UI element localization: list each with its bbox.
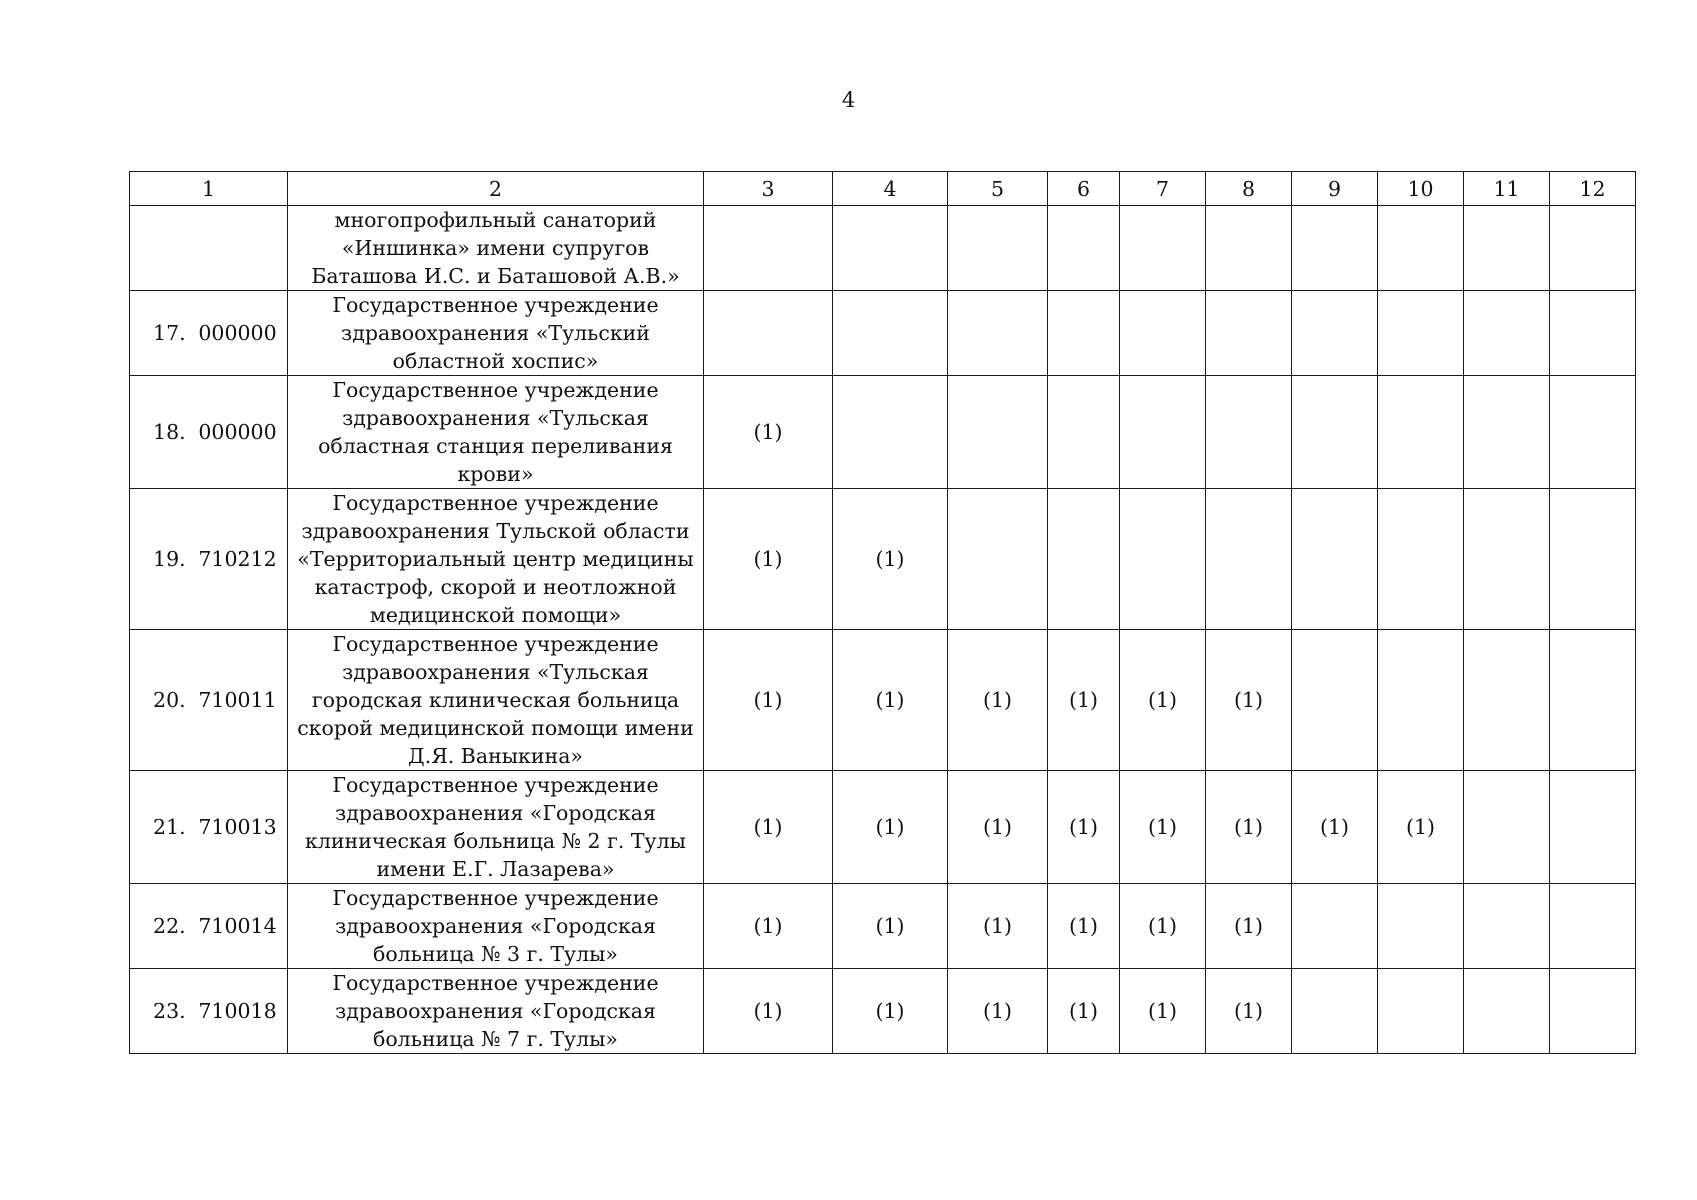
mark-cell-col-3: (1) bbox=[704, 489, 833, 630]
mark-cell-col-12 bbox=[1550, 969, 1636, 1054]
mark-cell-col-4: (1) bbox=[833, 884, 948, 969]
mark-cell-col-11 bbox=[1464, 291, 1550, 376]
mark-cell-col-8: (1) bbox=[1206, 630, 1292, 771]
mark-cell-col-7 bbox=[1120, 489, 1206, 630]
facility-name-cell bbox=[288, 771, 704, 884]
table-row bbox=[130, 376, 1636, 489]
facility-code: 710014 bbox=[198, 914, 277, 938]
mark-cell-col-11 bbox=[1464, 630, 1550, 771]
facility-name-line: «Иншинка» имени супругов bbox=[341, 236, 650, 260]
mark-cell-col-10 bbox=[1378, 291, 1464, 376]
column-header-8: 8 bbox=[1206, 172, 1292, 206]
facility-name-line: больница № 7 г. Тулы» bbox=[373, 1027, 618, 1051]
facility-code: 710018 bbox=[198, 999, 277, 1023]
mark-cell-col-6: (1) bbox=[1048, 884, 1120, 969]
mark-cell-col-8 bbox=[1206, 376, 1292, 489]
mark-cell-col-11 bbox=[1464, 884, 1550, 969]
mark-cell-col-4: (1) bbox=[833, 771, 948, 884]
facility-name-cell bbox=[288, 291, 704, 376]
row-number-cell bbox=[130, 630, 288, 771]
row-index: 21. bbox=[153, 815, 186, 839]
facility-code: 710013 bbox=[198, 815, 277, 839]
facility-name-line: больница № 3 г. Тулы» bbox=[373, 942, 618, 966]
facility-code: 000000 bbox=[198, 420, 277, 444]
mark-cell-col-7: (1) bbox=[1120, 884, 1206, 969]
mark-cell-col-6 bbox=[1048, 206, 1120, 291]
facility-name-line: скорой медицинской помощи имени bbox=[297, 716, 694, 740]
facility-name-line: областная станция переливания bbox=[318, 434, 673, 458]
row-number-cell bbox=[130, 969, 288, 1054]
mark-cell-col-9 bbox=[1292, 376, 1378, 489]
mark-cell-col-9 bbox=[1292, 206, 1378, 291]
mark-cell-col-9 bbox=[1292, 489, 1378, 630]
facility-name-line: здравоохранения «Городская bbox=[335, 999, 656, 1023]
facility-name-line: Государственное учреждение bbox=[332, 293, 659, 317]
mark-cell-col-6: (1) bbox=[1048, 630, 1120, 771]
mark-cell-col-8: (1) bbox=[1206, 771, 1292, 884]
mark-cell-col-3: (1) bbox=[704, 771, 833, 884]
mark-cell-col-12 bbox=[1550, 206, 1636, 291]
column-header-9: 9 bbox=[1292, 172, 1378, 206]
row-index: 22. bbox=[153, 914, 186, 938]
facility-name-line: Государственное учреждение bbox=[332, 886, 659, 910]
mark-cell-col-12 bbox=[1550, 771, 1636, 884]
facility-name-line: катастроф, скорой и неотложной bbox=[314, 575, 677, 599]
mark-cell-col-12 bbox=[1550, 376, 1636, 489]
mark-cell-col-3: (1) bbox=[704, 376, 833, 489]
mark-cell-col-10 bbox=[1378, 630, 1464, 771]
facility-name-line: многопрофильный санаторий bbox=[334, 208, 657, 232]
mark-cell-col-3: (1) bbox=[704, 630, 833, 771]
mark-cell-col-3 bbox=[704, 291, 833, 376]
mark-cell-col-4 bbox=[833, 206, 948, 291]
column-header-2: 2 bbox=[288, 172, 704, 206]
facility-code: 710011 bbox=[198, 688, 277, 712]
mark-cell-col-12 bbox=[1550, 489, 1636, 630]
row-number-cell bbox=[130, 489, 288, 630]
table-row bbox=[130, 884, 1636, 969]
facility-name-cell bbox=[288, 206, 704, 291]
mark-cell-col-9 bbox=[1292, 630, 1378, 771]
mark-cell-col-8: (1) bbox=[1206, 884, 1292, 969]
facility-name-line: Государственное учреждение bbox=[332, 378, 659, 402]
column-header-5: 5 bbox=[948, 172, 1048, 206]
mark-cell-col-5: (1) bbox=[948, 969, 1048, 1054]
mark-cell-col-4: (1) bbox=[833, 489, 948, 630]
mark-cell-col-5: (1) bbox=[948, 771, 1048, 884]
mark-cell-col-5 bbox=[948, 376, 1048, 489]
mark-cell-col-12 bbox=[1550, 884, 1636, 969]
mark-cell-col-6 bbox=[1048, 489, 1120, 630]
column-header-12: 12 bbox=[1550, 172, 1636, 206]
column-header-7: 7 bbox=[1120, 172, 1206, 206]
mark-cell-col-10 bbox=[1378, 969, 1464, 1054]
mark-cell-col-11 bbox=[1464, 489, 1550, 630]
mark-cell-col-12 bbox=[1550, 291, 1636, 376]
mark-cell-col-4 bbox=[833, 376, 948, 489]
facility-code: 710212 bbox=[198, 547, 277, 571]
mark-cell-col-11 bbox=[1464, 771, 1550, 884]
column-header-1: 1 bbox=[130, 172, 288, 206]
column-header-6: 6 bbox=[1048, 172, 1120, 206]
table-row bbox=[130, 489, 1636, 630]
mark-cell-col-4: (1) bbox=[833, 969, 948, 1054]
facility-name-line: клиническая больница № 2 г. Тулы bbox=[305, 829, 686, 853]
table-row bbox=[130, 969, 1636, 1054]
column-header-4: 4 bbox=[833, 172, 948, 206]
row-number-cell bbox=[130, 771, 288, 884]
mark-cell-col-4: (1) bbox=[833, 630, 948, 771]
column-header-11: 11 bbox=[1464, 172, 1550, 206]
facility-name-cell bbox=[288, 489, 704, 630]
table-row bbox=[130, 771, 1636, 884]
table-row bbox=[130, 206, 1636, 291]
mark-cell-col-9 bbox=[1292, 969, 1378, 1054]
facility-name-line: Государственное учреждение bbox=[332, 632, 659, 656]
mark-cell-col-5 bbox=[948, 291, 1048, 376]
facility-name-cell bbox=[288, 376, 704, 489]
mark-cell-col-5 bbox=[948, 489, 1048, 630]
table-row bbox=[130, 291, 1636, 376]
mark-cell-col-8 bbox=[1206, 206, 1292, 291]
mark-cell-col-11 bbox=[1464, 969, 1550, 1054]
mark-cell-col-7: (1) bbox=[1120, 630, 1206, 771]
row-index: 23. bbox=[153, 999, 186, 1023]
row-number-cell bbox=[130, 376, 288, 489]
facility-name-line: крови» bbox=[457, 462, 534, 486]
mark-cell-col-6: (1) bbox=[1048, 771, 1120, 884]
facility-name-line: областной хоспис» bbox=[392, 349, 599, 373]
row-number-cell bbox=[130, 884, 288, 969]
mark-cell-col-8 bbox=[1206, 489, 1292, 630]
facility-name-line: здравоохранения «Тульский bbox=[341, 321, 650, 345]
facility-name-line: здравоохранения «Городская bbox=[335, 801, 656, 825]
table-row bbox=[130, 630, 1636, 771]
mark-cell-col-5: (1) bbox=[948, 630, 1048, 771]
facility-name-line: имени Е.Г. Лазарева» bbox=[376, 857, 615, 881]
mark-cell-col-11 bbox=[1464, 206, 1550, 291]
mark-cell-col-7: (1) bbox=[1120, 771, 1206, 884]
facility-name-line: Баташова И.С. и Баташовой А.В.» bbox=[311, 264, 680, 288]
page-number: 4 bbox=[841, 88, 856, 112]
facility-name-line: здравоохранения «Тульская bbox=[342, 406, 649, 430]
mark-cell-col-10 bbox=[1378, 884, 1464, 969]
mark-cell-col-7: (1) bbox=[1120, 969, 1206, 1054]
row-index: 20. bbox=[153, 688, 186, 712]
facility-name-line: медицинской помощи» bbox=[369, 603, 622, 627]
facilities-table bbox=[129, 171, 1636, 1054]
mark-cell-col-10: (1) bbox=[1378, 771, 1464, 884]
row-number-cell bbox=[130, 291, 288, 376]
facility-name-line: городская клиническая больница bbox=[311, 688, 680, 712]
mark-cell-col-10 bbox=[1378, 489, 1464, 630]
column-header-row bbox=[130, 172, 1636, 206]
facility-name-cell bbox=[288, 630, 704, 771]
mark-cell-col-3 bbox=[704, 206, 833, 291]
mark-cell-col-8 bbox=[1206, 291, 1292, 376]
facility-name-line: «Территориальный центр медицины bbox=[297, 547, 694, 571]
mark-cell-col-12 bbox=[1550, 630, 1636, 771]
mark-cell-col-6: (1) bbox=[1048, 969, 1120, 1054]
mark-cell-col-5 bbox=[948, 206, 1048, 291]
mark-cell-col-7 bbox=[1120, 206, 1206, 291]
row-index: 19. bbox=[153, 547, 186, 571]
mark-cell-col-9 bbox=[1292, 291, 1378, 376]
mark-cell-col-6 bbox=[1048, 291, 1120, 376]
mark-cell-col-6 bbox=[1048, 376, 1120, 489]
mark-cell-col-9: (1) bbox=[1292, 771, 1378, 884]
facility-name-line: Государственное учреждение bbox=[332, 491, 659, 515]
facility-name-line: Государственное учреждение bbox=[332, 971, 659, 995]
row-index: 17. bbox=[153, 321, 186, 345]
row-index: 18. bbox=[153, 420, 186, 444]
mark-cell-col-10 bbox=[1378, 206, 1464, 291]
column-header-3: 3 bbox=[704, 172, 833, 206]
facility-name-line: здравоохранения Тульской области bbox=[301, 519, 690, 543]
facility-code: 000000 bbox=[198, 321, 277, 345]
facility-name-cell bbox=[288, 884, 704, 969]
mark-cell-col-7 bbox=[1120, 291, 1206, 376]
facility-name-line: Государственное учреждение bbox=[332, 773, 659, 797]
facility-name-line: здравоохранения «Городская bbox=[335, 914, 656, 938]
table-body bbox=[130, 206, 1636, 1054]
mark-cell-col-8: (1) bbox=[1206, 969, 1292, 1054]
facility-name-line: Д.Я. Ваныкина» bbox=[408, 744, 583, 768]
mark-cell-col-3: (1) bbox=[704, 969, 833, 1054]
mark-cell-col-7 bbox=[1120, 376, 1206, 489]
column-header-10: 10 bbox=[1378, 172, 1464, 206]
facility-name-line: здравоохранения «Тульская bbox=[342, 660, 649, 684]
mark-cell-col-9 bbox=[1292, 884, 1378, 969]
mark-cell-col-4 bbox=[833, 291, 948, 376]
row-number-cell bbox=[130, 206, 288, 291]
facility-name-cell bbox=[288, 969, 704, 1054]
mark-cell-col-11 bbox=[1464, 376, 1550, 489]
mark-cell-col-3: (1) bbox=[704, 884, 833, 969]
mark-cell-col-10 bbox=[1378, 376, 1464, 489]
mark-cell-col-5: (1) bbox=[948, 884, 1048, 969]
